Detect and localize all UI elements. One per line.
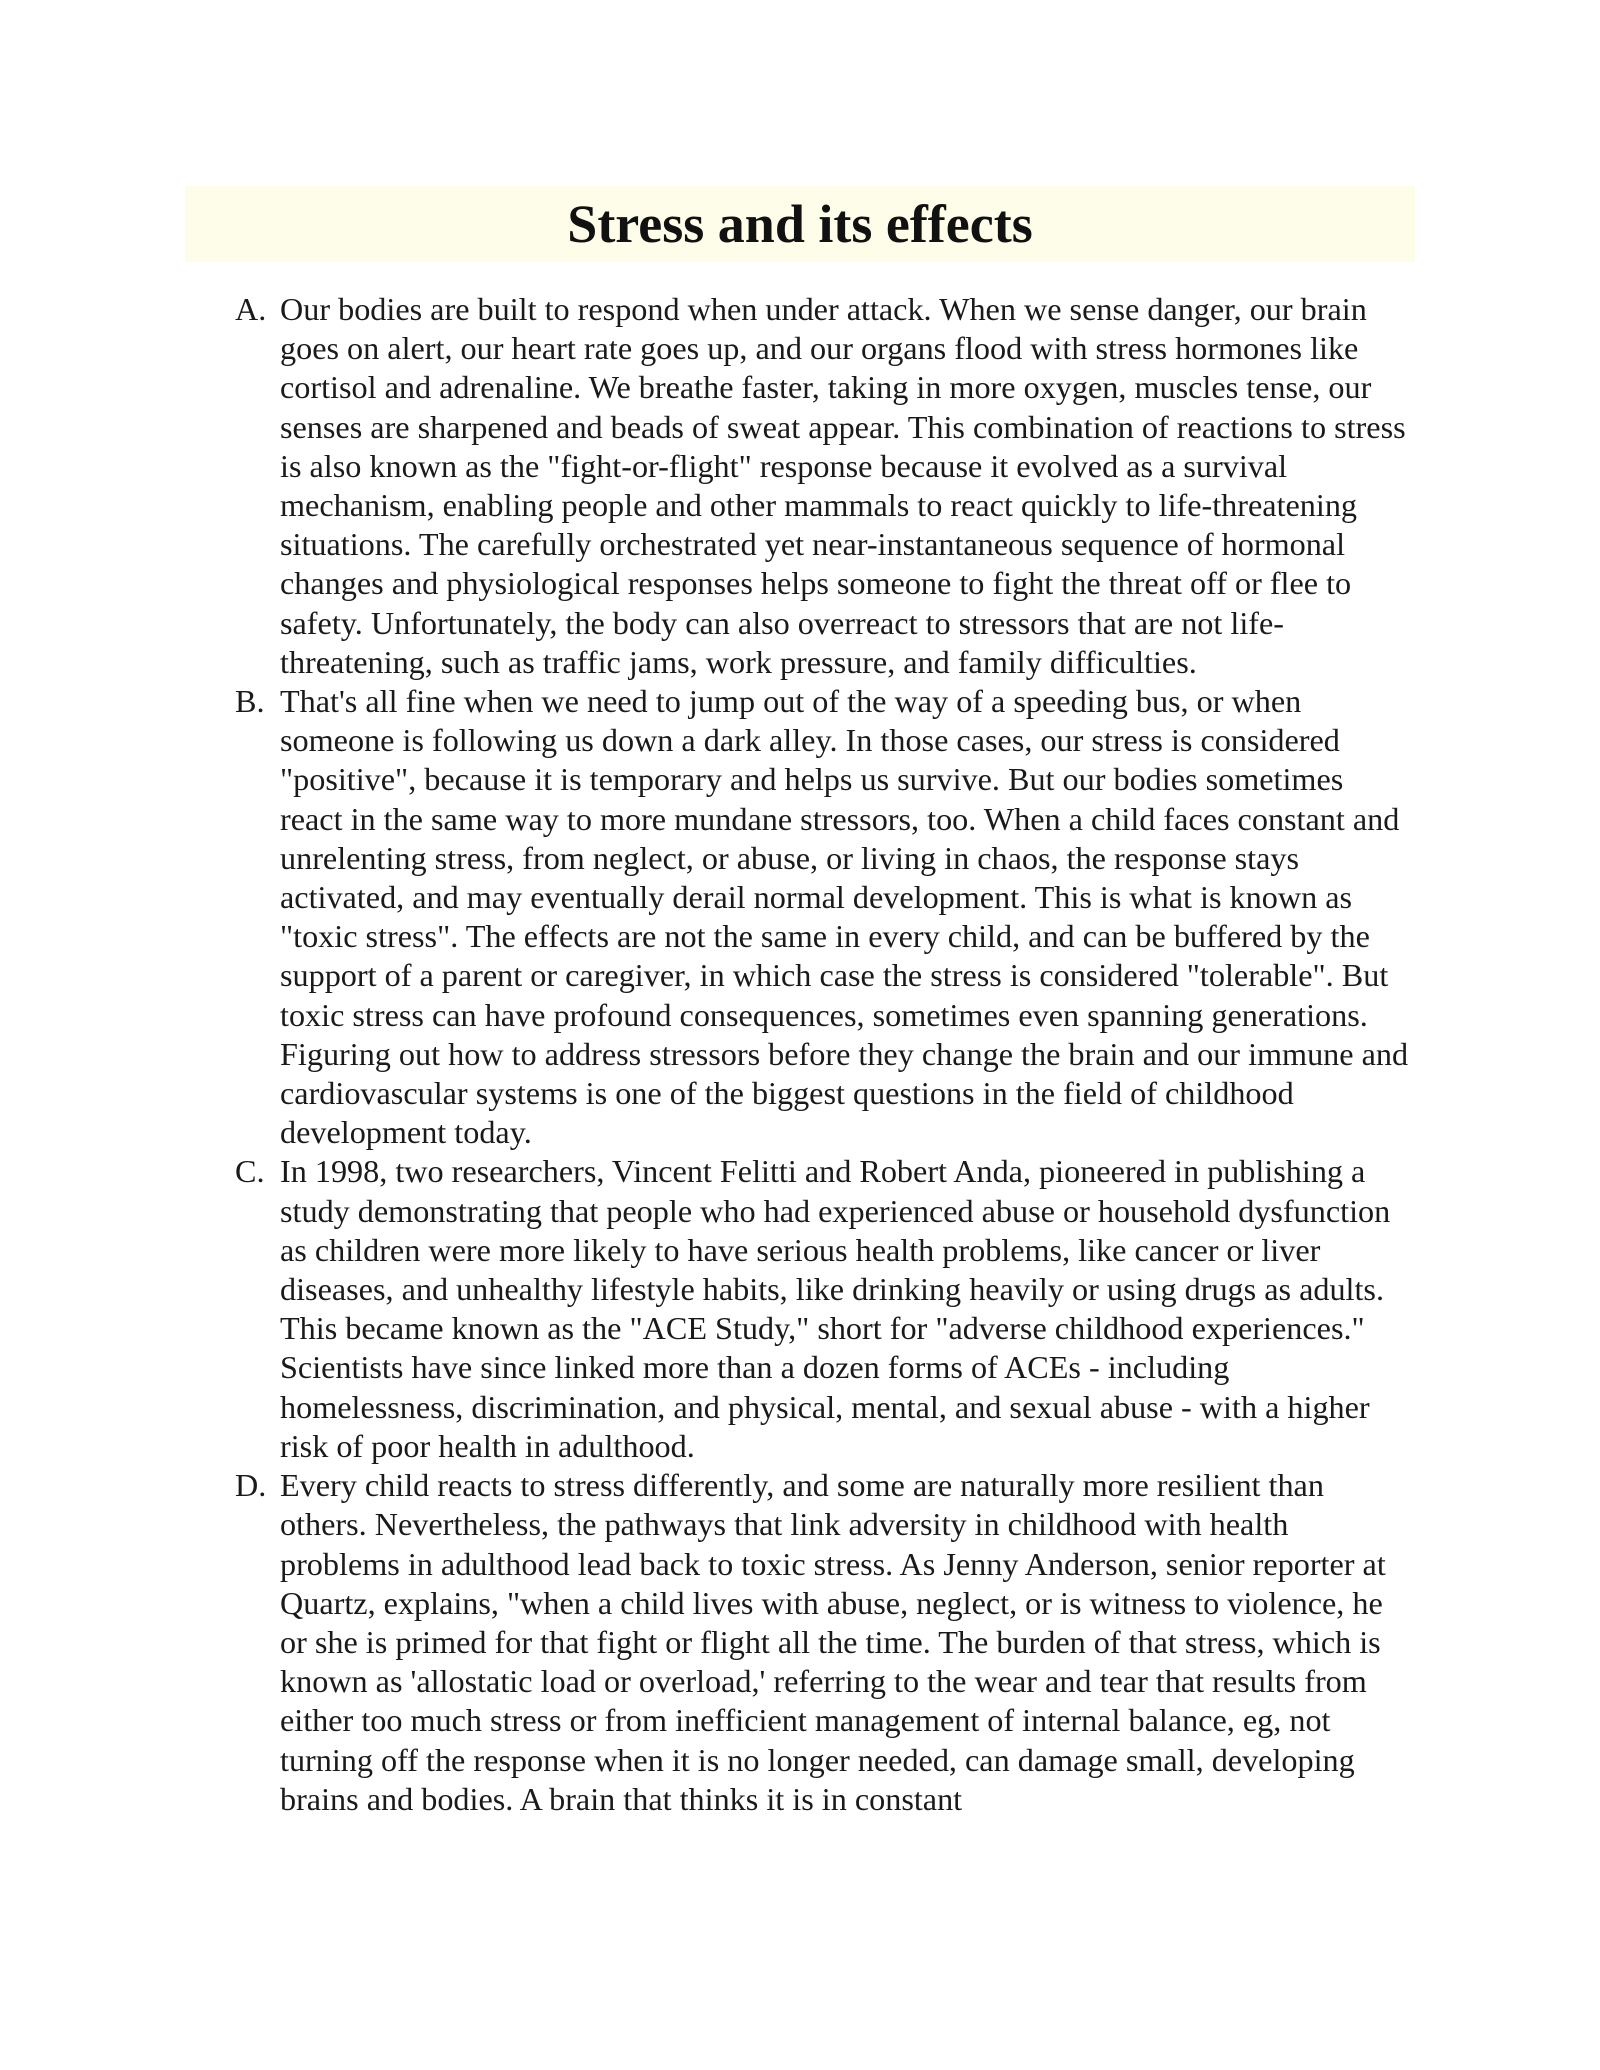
paragraph-text: Our bodies are built to respond when under attack. When we sense danger, our brain goes on alert, our heart rate goes up, and our organs flood with stress hormones like cortisol and adrenaline. We breathe faster, taking in more oxygen, muscles tense, our senses are sharpened and beads of sweat appear. This combination of reactions to stress is also known as the "fight-or-flight" response because it evolved as a survival mechanism, enabling people and other mammals to react quickly to life-threatening situations. The carefully orchestrated yet near-instantaneous sequence of hormonal changes and physiological responses helps someone to fight the threat off or flee to safety. Unfortunately, the body can also overreact to stressors that are not life-threatening, such as traffic jams, work pressure, and family difficulties. (280, 291, 1406, 680)
paragraph-c (230, 1152, 1410, 1466)
paragraph-d (230, 1466, 1410, 1819)
paragraph-marker: B. (235, 683, 265, 720)
paragraph-marker: C. (235, 1153, 265, 1190)
title-banner (185, 186, 1415, 262)
paragraph-a (230, 290, 1410, 682)
paragraph-marker: D. (235, 1467, 267, 1504)
paragraph-text: Every child reacts to stress differently, and some are naturally more resilient than others. Nevertheless, the pathways that link adversity in childhood with health problems in adulthood lead back to toxic stress. As Jenny Anderson, senior reporter at Quartz, explains, "when a child lives with abuse, neglect, or is witness to violence, he or she is primed for that fight or flight all the time. The burden of that stress, which is known as 'allostatic load or overload,' referring to the wear and tear that results from either too much stress or from inefficient management of internal balance, eg, not turning off the response when it is no longer needed, can damage small, developing brains and bodies. A brain that thinks it is in constant (280, 1467, 1386, 1817)
paragraph-text: In 1998, two researchers, Vincent Felitti and Robert Anda, pioneered in publishing a study demonstrating that people who had experienced abuse or household dysfunction as children were more likely to have serious health problems, like cancer or liver diseases, and unhealthy lifestyle habits, like drinking heavily or using drugs as adults. This became known as the "ACE Study," short for "adverse childhood experiences." Scientists have since linked more than a dozen forms of ACEs - including homelessness, discrimination, and physical, mental, and sexual abuse - with a higher risk of poor health in adulthood. (280, 1153, 1391, 1464)
paragraph-b (230, 682, 1410, 1152)
paragraph-text: That's all fine when we need to jump out of the way of a speeding bus, or when someone is following us down a dark alley. In those cases, our stress is considered "positive", because it is temporary and helps us survive. But our bodies sometimes react in the same way to more mundane stressors, too. When a child faces constant and unrelenting stress, from neglect, or abuse, or living in chaos, the response stays activated, and may eventually derail normal development. This is what is known as "toxic stress". The effects are not the same in every child, and can be buffered by the support of a parent or caregiver, in which case the stress is considered "tolerable". But toxic stress can have profound consequences, sometimes even spanning generations. Figuring out how to address stressors before they change the brain and our immune and cardiovascular systems is one of the biggest questions in the field of childhood development today. (280, 683, 1409, 1151)
lettered-paragraph-list (230, 290, 1410, 1819)
paragraph-marker: A. (235, 291, 267, 327)
page-title: Stress and its effects (567, 194, 1033, 254)
